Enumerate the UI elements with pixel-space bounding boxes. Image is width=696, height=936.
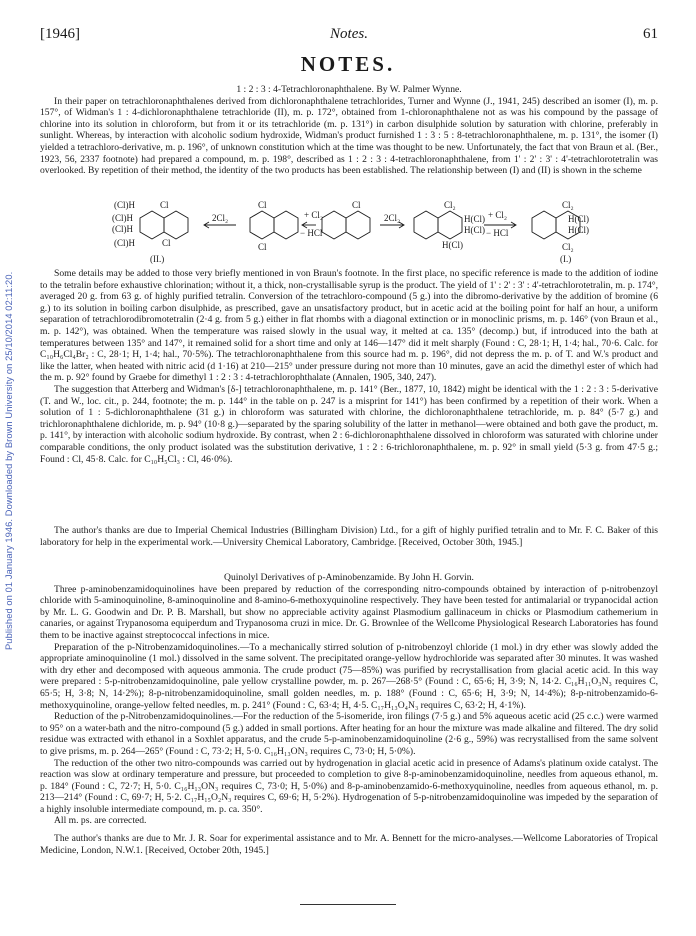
article-1-body	[40, 268, 658, 465]
naphthalene-ring	[164, 211, 188, 239]
scheme-label: 2Cl₂	[384, 213, 401, 223]
scheme-label: Cl₂	[562, 200, 574, 210]
article-1-paragraph-1: In their paper on tetrachloronaphthalenes derived from dichloronaphthalene tetrachlorides, Turner and Wynne (J., 1941, 245) described an isomer (I), m. p. 157°, of Widman's 1 : 4-dichloronaphthalene tetrachloride (II), m. p. 172°, obtained from 1-chloronaphthalene not as was his compound by the passage of chlorine into its solution in chloroform, but from it or its tetrachloride (m. p. 131°) in carbon disulphide solution by saturation with chlorine, preferably in sunlight. Whereas, by interaction with alcoholic sodium hydroxide, Widman's product furnished 1 : 3 : 5 : 8-tetrachloronaphthalene, m. p. 131°, the isomer (I) yielded a tetrachloro-derivative, m. p. 196°, of unknown constitution which at the time was thought to be new. Unfortunately, the fact that von Braun et al. (Ber., 1923, 56, 2337 footnote) had prepared a compound, m. p. 198°, described as 1 : 2 : 3 : 4-tetrachloronaphthalene, from 1' : 2' : 3' : 4'-tetrachlorotetralin was overlooked. By repetition of their method, the identity of the two products has been established. The relationship between (I) and (II) is shown in the scheme	[40, 95, 658, 177]
scheme-label: Cl₂	[562, 242, 574, 252]
scheme-label: (Cl)H	[112, 213, 133, 223]
scheme-label: Cl	[352, 200, 361, 210]
scheme-label: Cl	[258, 200, 267, 210]
article-2-title: Quinolyl Derivatives of p-Aminobenzamide. By John H. Gorvin.	[224, 572, 474, 583]
article-1-thanks: The author's thanks are due to Imperial Chemical Industries (Billingham Division) Ltd., for a gift of highly purified tetralin and to Mr. F. C. Baker of this laboratory for help in the experimental work.—University Chemical Laboratory, Cambridge. [Received, October 30th, 1945.]	[40, 525, 658, 548]
naphthalene-ring	[346, 211, 370, 239]
naphthalene-ring	[532, 211, 556, 239]
running-header	[40, 26, 658, 46]
download-notice[interactable]: Published on 01 January 1946. Downloaded by Brown University on 25/10/2014 02:11:20.	[4, 271, 14, 650]
scheme-label: (Cl)H	[112, 224, 133, 234]
article-2	[40, 572, 658, 856]
article-2-paragraph-1: Three p-aminobenzamidoquinolines have been prepared by reduction of the corresponding nitro-compounds obtained by interaction of p-nitrobenzoyl chloride with 5-aminoquinoline, 8-aminoquinoline and 8-amino-6-methoxyquinoline respectively. They have been tested for antimalarial or trypanocidal action by Mr. L. G. Goodwin and Dr. P. B. Marshall, but show no appreciable activity against Plasmodium gallinaceum in chicks or Plasmodium cathemerium in canaries, or against Trypanosoma equiperdum and Trypanosoma cruzi in mice. Dr. G. Brownlee of the Wellcome Physiological Research Laboratories has found them to be inactive against streptococcal infections in mice.	[40, 583, 658, 641]
naphthalene-ring	[250, 211, 274, 239]
scheme-label: (Cl)H	[114, 238, 135, 248]
scheme-label: − HCl	[486, 228, 509, 238]
article-1-paragraph-2: Some details may be added to those very briefly mentioned in von Braun's footnote. In the first place, no specific reference is made to the addition of iodine to the tetralin before exhaustive chlorination; without it, a thick, non-crystallisable syrup is the product. The yield of 1' : 2' : 3' : 4'-tetrachlorotetralin, m. p. 174°, averaged 20 g. from 63 g. of highly purified tetralin. Conversion of the tetrachloro-compound (5 g.) into the dibromo-derivative by the addition of bromine (6 g.) to its solution in boiling carbon disulphide, as prescribed, gave an unsatisfactory product, but in acetic acid at the boiling point for half an hour, a uniform separation of tetrachlorodibromotetralin (2·4 g. from 5 g.) either in flat rhombs with a diagonal extinction or in monoclinic prisms, m. p. 146° (von Braun et al., m. p. 142°), was obtained. When the temperature was raised slowly in the usual way, it melted at ca. 135° (decomp.) but, if introduced into the bath at temperatures between 135° and 147°, it remained solid for a short time and only at 146—147° did it melt sharply (Found : C, 28·1; H, 1·4; hal., 70·6. Calc. for C₁₀H₆Cl₄Br₂ : C, 28·1; H, 1·4; hal., 70·5%). The tetrachloronaphthalene from this source had m. p. 196°, did not depress the m. p. of T. and W.'s product and like the latter, when heated with nitric acid (d 1·16) at 210—215° under pressure during not more than 10 minutes, gave an acid the dimethyl ester of which had the m. p. 92° found by Graebe for dimethyl 1 : 2 : 3 : 4-tetrachlorophthalate (Annalen, 1905, 340, 247).	[40, 268, 658, 384]
article-1-title: 1 : 2 : 3 : 4-Tetrachloronaphthalene. By W. Palmer Wynne.	[236, 84, 462, 95]
article-1-intro	[40, 84, 658, 177]
scheme-label: Cl	[258, 242, 267, 252]
article-2-thanks: The author's thanks are due to Mr. J. R. Soar for experimental assistance and to Mr. A. Bennett for the micro-analyses.—Wellcome Laboratories of Tropical Medicine, London, N.W.1. [Received, October 20th, 1945.]	[40, 833, 658, 856]
scheme-label: + Cl₂	[304, 210, 323, 220]
section-name: Notes.	[330, 26, 368, 42]
article-1-paragraph-3: The suggestion that Atterberg and Widman's [δ-] tetrachloronaphthalene, m. p. 141° (Ber., 1877, 10, 1842) might be identical with the 1 : 2 : 3 : 5-derivative (T. and W., loc. cit., p. 244, footnote; the m. p. 144° in the table on p. 247 is a misprint for 141°) has been confirmed by a repetition of their work. When a solution of 1 : 5-dichloronaphthalene (31 g.) in chloroform was saturated with chlorine, the dichloronaphthalene tetrachloride, m. p. 84° (5·7 g.) and trichloronaphthalene dichloride, m. p. 94° (10·8 g.)—separated by the sparing solubility of the latter in methanol—were obtained and both gave the product, m. p. 141°, by interaction with alcoholic sodium hydroxide. By contrast, when 2 : 6-dichloronaphthalene dissolved in chloroform was saturated with chlorine under comparable conditions, the only product isolated was the substitution derivative, 1 : 2 : 6-trichloronaphthalene, m. p. 92° in small yield (5·3 g. from 47·5 g.; Found : Cl, 45·8. Calc. for C₁₀H₅Cl₃ : Cl, 46·0%).	[40, 383, 658, 465]
naphthalene-ring	[322, 211, 346, 239]
article-1-acknowledgement	[40, 525, 658, 548]
scheme-label: H(Cl)	[464, 225, 485, 235]
reaction-scheme	[112, 200, 596, 270]
scheme-label: H(Cl)	[442, 240, 463, 250]
publication-sidebar	[4, 180, 18, 650]
scheme-label: H(Cl)	[568, 214, 589, 224]
page-title: NOTES.	[300, 52, 396, 76]
scheme-label: Cl	[162, 238, 171, 248]
scheme-label: (Cl)H	[114, 200, 135, 210]
article-2-paragraph-5: All m. ps. are corrected.	[54, 815, 147, 827]
naphthalene-ring	[140, 211, 164, 239]
compound-label: (II.)	[150, 254, 165, 264]
article-2-paragraph-3: Reduction of the p-Nitrobenzamidoquinolines.—For the reduction of the 5-isomeride, iron filings (7·5 g.) and 5% aqueous acetic acid (25 c.c.) were warmed to 95° on a water-bath and the nitro-compound (5 g.) added in small portions. After heating for an hour the mixture was made alkaline and filtered. The dry solid residue was extracted with ethanol in a Soxhlet apparatus, and the crude 5-p-aminobenzamidoquinoline (2·6 g., 59%) was recrystallised from the same solvent to give prisms, m. p. 264—265° (Found : C, 73·2; H, 5·0. C₁₆H₁₃ON₃ requires C, 73·0; H, 5·0%).	[40, 711, 658, 757]
scheme-label: Cl	[160, 200, 169, 210]
article-2-paragraph-2: Preparation of the p-Nitrobenzamidoquinolines.—To a mechanically stirred solution of p-nitrobenzoyl chloride (1 mol.) in dry ether was slowly added the appropriate aminoquinoline (1 mol.) dissolved in the same solvent. The precipitated orange-yellow hydrochloride was separated after 30 minutes. It was washed with dry ether and decomposed with aqueous ammonia. The crude product (75—85%) was purified by recrystallisation from glacial acetic acid. In this way were prepared : 5-p-nitrobenzamidoquinoline, pale yellow crystalline powder, m. p. 267—268·5° (Found : C, 65·6; H, 3·9; N, 14·2. C₁₆H₁₁O₃N₃ requires C, 65·5; H, 3·8; N, 14·2%); 8-p-nitrobenzamidoquinoline, small golden needles, m. p. 188° (Found : C, 65·6; H, 3·9; N, 14·4%); 8-p-nitrobenzamido-6-methoxyquinoline, orange-yellow felted needles, m. p. 241° (Found : C, 63·4; H, 4·5. C₁₇H₁₃O₄N₃ requires C, 63·2; H, 4·1%).	[40, 641, 658, 711]
journal-year: [1946]	[40, 26, 80, 42]
page-number: 61	[643, 26, 658, 42]
scheme-label: 2Cl₂	[212, 213, 229, 223]
compound-label: (I.)	[560, 254, 572, 264]
naphthalene-ring	[438, 211, 462, 239]
closing-rule	[300, 904, 396, 905]
scheme-label: + Cl₂	[488, 210, 507, 220]
scheme-label: − HCl	[300, 228, 323, 238]
scheme-label: Cl₂	[444, 200, 456, 210]
scheme-label: H(Cl)	[568, 225, 589, 235]
scheme-label: H(Cl)	[464, 214, 485, 224]
article-2-paragraph-4: The reduction of the other two nitro-compounds was carried out by hydrogenation in glacial acetic acid in presence of Adams's platinum oxide catalyst. The reaction was slow at ordinary temperature and pressure, but proceeded to completion to give 8-p-aminobenzamidoquinoline, needles from aqueous ethanol, m. p. 184° (Found : C, 72·7; H, 5·0. C₁₆H₁₃ON₃ requires C, 73·0; H, 5·0%) and 8-p-aminobenzamido-6-methoxyquinoline, needles from aqueous ethanol, m. p. 213—214° (Found : C, 69·7; H, 5·2. C₁₇H₁₅O₂N₃ requires C, 69·6; H, 5·2%). Hydrogenation of 5-p-nitrobenzamidoquinoline was impeded by the separation of a highly insoluble intermediate compound, m. p. ca. 350°.	[40, 757, 658, 815]
naphthalene-ring	[274, 211, 298, 239]
naphthalene-ring	[414, 211, 438, 239]
